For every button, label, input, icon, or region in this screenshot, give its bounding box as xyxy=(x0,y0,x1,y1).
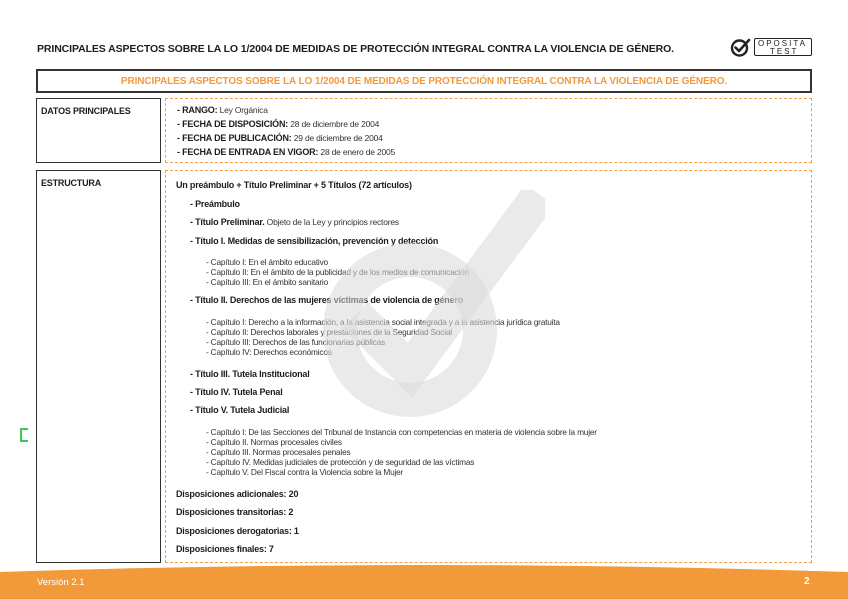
footer-band xyxy=(0,564,848,599)
page-title: PRINCIPALES ASPECTOS SOBRE LA LO 1/2004 DE MEDIDAS DE PROTECCIÓN INTEGRAL CONTRA LA VIOLENCIA DE GÉNERO. xyxy=(37,43,674,55)
datos-item: - RANGO: Ley Orgánica xyxy=(177,105,268,115)
chapter-line: - Capítulo II: Derechos laborales y prestaciones de la Seguridad Social xyxy=(206,327,452,337)
banner xyxy=(36,69,812,93)
banner-title: PRINCIPALES ASPECTOS SOBRE LA LO 1/2004 DE MEDIDAS DE PROTECCIÓN INTEGRAL CONTRA LA VIOLENCIA DE GÉNERO. xyxy=(120,75,728,87)
chapter-line: - Capítulo IV. Medidas judiciales de protección y de seguridad de las víctimas xyxy=(206,457,475,467)
estructura-label-cell xyxy=(36,170,161,563)
titulo-4-heading: - Título IV. Tutela Penal xyxy=(190,387,283,397)
check-circle-icon xyxy=(730,36,752,58)
titulo-5-heading: - Título V. Tutela Judicial xyxy=(190,405,290,415)
chapter-line: - Capítulo I: Derecho a la información, a la asistencia social integrada y a la asistencia jurídica gratuita xyxy=(206,317,560,327)
chapter-line: - Capítulo II: En el ámbito de la publicidad y de los medios de comunicación xyxy=(206,267,469,277)
chapter-line: - Capítulo III: En el ámbito sanitario xyxy=(206,277,328,287)
preambulo: - Preámbulo xyxy=(190,199,240,209)
page-number: 2 xyxy=(804,576,810,587)
datos-item: - FECHA DE ENTRADA EN VIGOR: 28 de enero de 2005 xyxy=(177,147,396,157)
disposiciones-adicionales: Disposiciones adicionales: 20 xyxy=(176,489,299,499)
chapter-line: - Capítulo III. Normas procesales penales xyxy=(206,447,351,457)
chapter-line: - Capítulo IV: Derechos económicos xyxy=(206,347,332,357)
version-label: Versión 2.1 xyxy=(37,577,85,588)
chapter-line: - Capítulo V. Del Fiscal contra la Violencia sobre la Mujer xyxy=(206,467,404,477)
disposiciones-transitorias: Disposiciones transitorias: 2 xyxy=(176,507,294,517)
estructura-intro: Un preámbulo + Título Preliminar + 5 Títulos (72 artículos) xyxy=(176,180,412,190)
logo-text-bottom: TEST xyxy=(770,47,799,56)
chapter-line: - Capítulo III: Derechos de las funcionarias públicas xyxy=(206,337,385,347)
chapter-line: - Capítulo I: En el ámbito educativo xyxy=(206,257,328,267)
chapter-line: - Capítulo II. Normas procesales civiles xyxy=(206,437,342,447)
titulo-3-heading: - Título III. Tutela Institucional xyxy=(190,369,310,379)
bracket-mark xyxy=(20,428,28,442)
datos-label: DATOS PRINCIPALES xyxy=(41,106,131,116)
disposiciones-derogatorias: Disposiciones derogatorias: 1 xyxy=(176,526,299,536)
titulo-2-heading: - Título II. Derechos de las mujeres víctimas de violencia de género xyxy=(190,295,463,305)
logo-text-top: OPOSITA xyxy=(758,39,807,48)
estructura-label: ESTRUCTURA xyxy=(41,178,101,188)
estructura-content-cell xyxy=(165,170,812,563)
datos-label-cell xyxy=(36,98,161,163)
datos-item: - FECHA DE DISPOSICIÓN: 28 de diciembre de 2004 xyxy=(177,119,380,129)
disposiciones-finales: Disposiciones finales: 7 xyxy=(176,544,274,554)
datos-item: - FECHA DE PUBLICACIÓN: 29 de diciembre de 2004 xyxy=(177,133,383,143)
titulo-preliminar: - Título Preliminar. Objeto de la Ley y principios rectores xyxy=(190,217,399,227)
datos-content-cell xyxy=(165,98,812,163)
titulo-1-heading: - Título I. Medidas de sensibilización, prevención y detección xyxy=(190,236,439,246)
chapter-line: - Capítulo I: De las Secciones del Tribunal de Instancia con competencias en materia de violencia sobre la mujer xyxy=(206,427,597,437)
oposita-test-logo xyxy=(730,35,814,59)
